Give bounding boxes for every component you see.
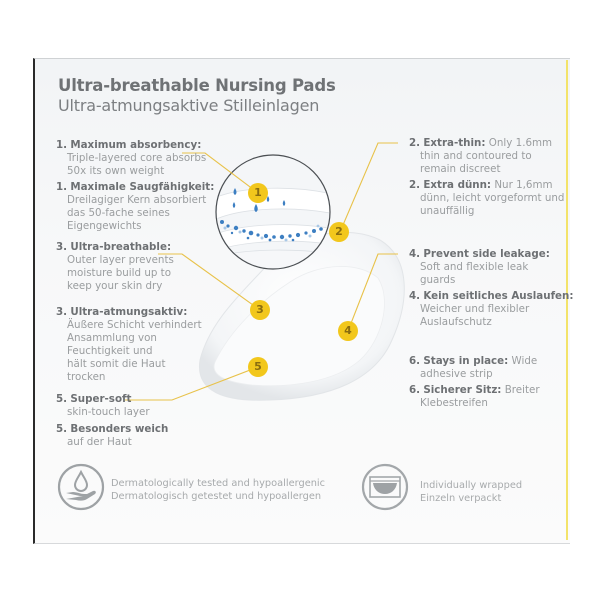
callout-badge-4: 4 — [338, 321, 358, 341]
feature-2-de: 2. Extra dünn: Nur 1,6mm dünn, leicht vorgeformt und unauffällig — [409, 179, 565, 217]
feature-3-de: 3. Ultra-atmungsaktiv: Äußere Schicht verhindert Ansammlung von Feuchtigkeit und hält somit die Haut trocken — [56, 306, 202, 383]
feature-5-en: 5. Super-soft skin-touch layer — [56, 393, 150, 418]
feature-4-de: 4. Kein seitliches Auslaufen: Weicher und flexibler Auslaufschutz — [409, 290, 574, 328]
callout-badge-3: 3 — [250, 300, 270, 320]
wrapped-pad-icon — [361, 463, 409, 515]
feature-1-de: 1. Maximale Saugfähigkeit: Dreilagiger Kern absorbiert das 50-fache seines Eigengewichts — [56, 181, 215, 232]
feature-3-en: 3. Ultra-breathable: Outer layer prevents moisture build up to keep your skin dry — [56, 241, 174, 292]
page-title: Ultra-breathable Nursing Pads — [58, 76, 336, 95]
feature-1-en: 1. Maximum absorbency: Triple-layered core absorbs 50x its own weight — [56, 139, 207, 177]
individually-wrapped-label: Individually wrapped Einzeln verpackt — [420, 480, 523, 504]
callout-badge-5: 5 — [248, 357, 268, 377]
callout-badge-2: 2 — [329, 222, 349, 242]
page-subtitle: Ultra-atmungsaktive Stilleinlagen — [58, 96, 320, 115]
feature-6-de: 6. Sicherer Sitz: Breiter Klebestreifen — [409, 384, 540, 409]
feature-6-en: 6. Stays in place: Wide adhesive strip — [409, 355, 538, 380]
feature-4-en: 4. Prevent side leakage: Soft and flexible leak guards — [409, 248, 550, 286]
dermatology-label: Dermatologically tested and hypoallergenic Dermatologisch getestet und hypoallergen — [111, 478, 326, 502]
feature-2-en: 2. Extra-thin: Only 1.6mm thin and contoured to remain discreet — [409, 137, 553, 175]
water-drop-hand-icon — [57, 463, 105, 515]
feature-5-de: 5. Besonders weich auf der Haut — [56, 423, 169, 448]
callout-badge-1: 1 — [248, 183, 268, 203]
